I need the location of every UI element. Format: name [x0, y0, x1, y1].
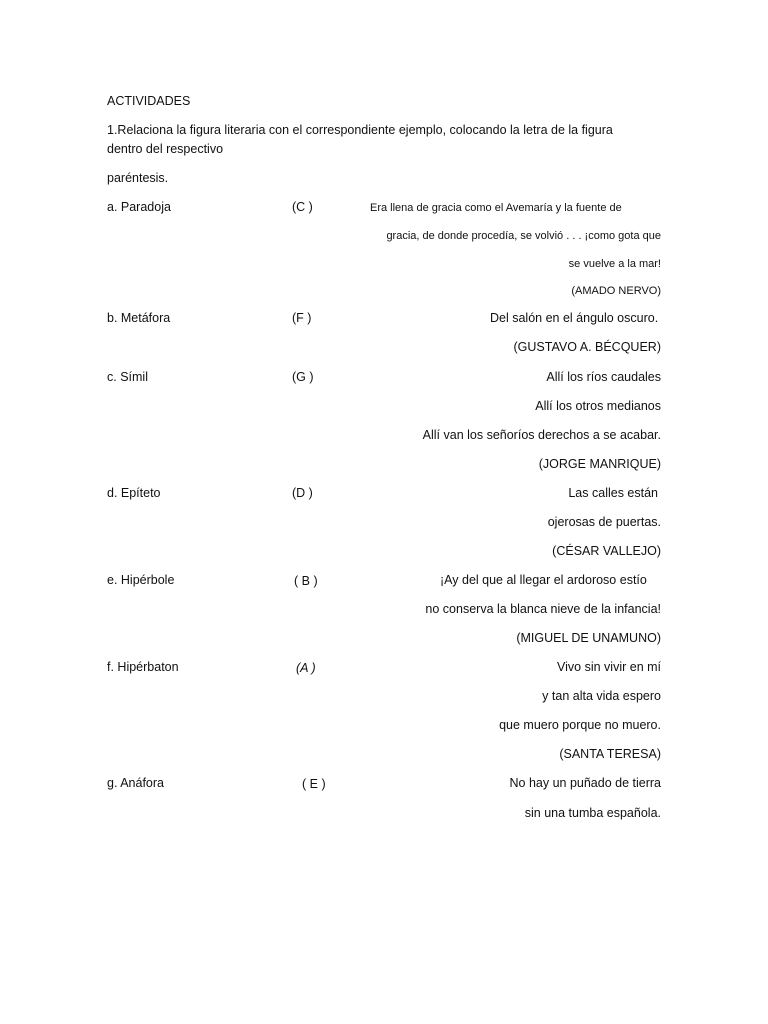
- example-a-line-3: se vuelve a la mar!: [568, 258, 661, 270]
- example-a-author: (AMADO NERVO): [571, 285, 661, 297]
- example-f-line-3: que muero porque no muero.: [499, 718, 661, 732]
- example-g-line-2: sin una tumba española.: [524, 806, 661, 820]
- example-g-line-1: No hay un puñado de tierra: [509, 776, 661, 790]
- example-f-author: (SANTA TERESA): [559, 747, 661, 761]
- example-f-line-2: y tan alta vida espero: [542, 689, 661, 703]
- example-b-line-1: Del salón en el ángulo oscuro.: [490, 311, 659, 325]
- example-d-author: (CÉSAR VALLEJO): [552, 544, 661, 558]
- answer-c: (G ): [292, 370, 314, 384]
- answer-d: (D ): [292, 486, 313, 500]
- example-f-line-1: Vivo sin vivir en mí: [557, 660, 661, 674]
- example-a-line-1: Era llena de gracia como el Avemaría y la fuente de: [370, 202, 622, 214]
- answer-a: (C ): [292, 200, 313, 214]
- example-e-line-1: ¡Ay del que al llegar el ardoroso estío: [440, 573, 647, 587]
- answer-e: ( B ): [294, 574, 318, 588]
- figure-label-f: f. Hipérbaton: [107, 660, 179, 674]
- answer-f: (A ): [296, 661, 316, 675]
- example-c-line-2: Allí los otros medianos: [535, 399, 661, 413]
- example-e-line-2: no conserva la blanca nieve de la infancia!: [425, 602, 661, 616]
- answer-b: (F ): [292, 311, 312, 325]
- example-b-author: (GUSTAVO A. BÉCQUER): [513, 340, 661, 354]
- answer-g: ( E ): [302, 777, 326, 791]
- example-a-line-2: gracia, de donde procedía, se volvió . . . ¡como gota que: [386, 230, 661, 242]
- example-e-author: (MIGUEL DE UNAMUNO): [516, 631, 661, 645]
- example-c-line-1: Allí los ríos caudales: [546, 370, 661, 384]
- example-c-line-3: Allí van los señoríos derechos a se acabar.: [422, 428, 661, 442]
- figure-label-a: a. Paradoja: [107, 200, 171, 214]
- instruction-line-1: 1.Relaciona la figura literaria con el correspondiente ejemplo, colocando la letra de la figura: [107, 123, 613, 137]
- figure-label-d: d. Epíteto: [107, 486, 161, 500]
- figure-label-e: e. Hipérbole: [107, 573, 175, 587]
- page-heading: ACTIVIDADES: [107, 94, 191, 108]
- figure-label-g: g. Anáfora: [107, 776, 164, 790]
- figure-label-b: b. Metáfora: [107, 311, 171, 325]
- instruction-line-2: dentro del respectivo: [107, 142, 224, 156]
- example-d-line-1: Las calles están: [568, 486, 658, 500]
- instruction-line-3: paréntesis.: [107, 171, 169, 185]
- figure-label-c: c. Símil: [107, 370, 148, 384]
- example-c-author: (JORGE MANRIQUE): [538, 457, 661, 471]
- example-d-line-2: ojerosas de puertas.: [547, 515, 661, 529]
